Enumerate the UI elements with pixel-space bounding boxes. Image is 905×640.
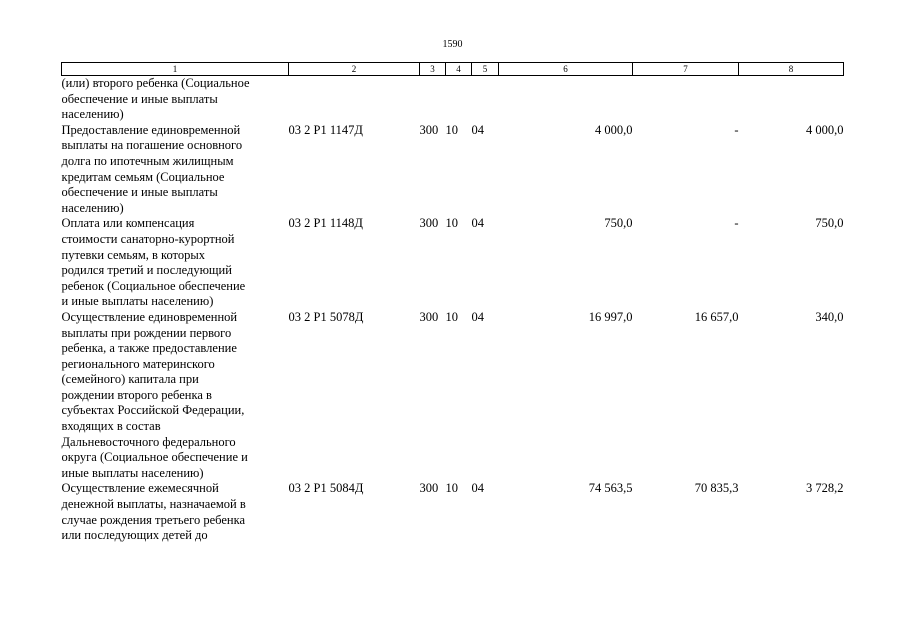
page-number: 1590 xyxy=(442,39,463,50)
name-line: ребенка, а также предоставление xyxy=(61,341,237,356)
table-row xyxy=(62,216,844,310)
header-col-3: 3 xyxy=(420,63,446,76)
col5-cell: 04 xyxy=(471,216,484,231)
code-cell: 03 2 Р1 1147Д xyxy=(288,122,363,137)
col6-cell: 750,0 xyxy=(604,216,633,231)
name-line: населению) xyxy=(61,107,124,122)
name-line: (семейного) капитала при xyxy=(61,372,199,387)
code-cell: 03 2 Р1 5084Д xyxy=(288,481,364,496)
col3-cell: 300 xyxy=(419,309,439,324)
col3-cell: 300 xyxy=(419,122,439,137)
col8-cell xyxy=(739,76,844,123)
table-row xyxy=(62,481,844,543)
col3-cell: 300 xyxy=(419,481,439,496)
table-row xyxy=(62,123,844,217)
header-col-2: 2 xyxy=(289,63,420,76)
header-col-7: 7 xyxy=(633,63,739,76)
col7-cell: - xyxy=(734,122,739,137)
col8-cell: 750,0 xyxy=(815,216,844,231)
name-line: выплаты на погашение основного xyxy=(61,138,243,153)
name-line: Осуществление единовременной xyxy=(61,309,238,324)
name-line: иные выплаты населению) xyxy=(61,465,204,480)
name-line: Осуществление ежемесячной xyxy=(61,481,219,496)
col4-cell xyxy=(446,76,472,123)
name-line: родился третий и последующий xyxy=(61,263,232,278)
name-line: регионального материнского xyxy=(61,356,215,371)
row-name-cell xyxy=(62,216,289,310)
budget-table xyxy=(61,62,844,544)
col6-cell: 4 000,0 xyxy=(595,122,633,137)
col7-cell: 70 835,3 xyxy=(694,481,739,496)
row-name-cell xyxy=(62,76,289,123)
col6-cell: 74 563,5 xyxy=(588,481,633,496)
name-line: кредитам семьям (Социальное xyxy=(61,169,225,184)
name-line: ребенок (Социальное обеспечение xyxy=(61,278,246,293)
row-name-cell xyxy=(62,481,289,543)
col8-cell: 4 000,0 xyxy=(806,122,844,137)
col4-cell: 10 xyxy=(445,122,458,137)
name-line: Дальневосточного федерального xyxy=(61,434,236,449)
col5-cell: 04 xyxy=(471,309,484,324)
col8-cell: 340,0 xyxy=(815,309,844,324)
name-line: рождении второго ребенка в xyxy=(61,387,212,402)
header-col-8: 8 xyxy=(739,63,844,76)
name-line: Оплата или компенсация xyxy=(61,216,195,231)
row-name-cell xyxy=(62,310,289,482)
table-row xyxy=(62,76,844,123)
col4-cell: 10 xyxy=(445,309,458,324)
header-row xyxy=(62,63,844,76)
header-col-1: 1 xyxy=(62,63,289,76)
header-col-6: 6 xyxy=(499,63,633,76)
row-name-cell xyxy=(62,123,289,217)
name-line: и иные выплаты населению) xyxy=(61,294,214,309)
table-body xyxy=(62,76,844,544)
col3-cell xyxy=(420,76,446,123)
col4-cell: 10 xyxy=(445,481,458,496)
header-col-4: 4 xyxy=(446,63,472,76)
col3-cell: 300 xyxy=(419,216,439,231)
name-line: обеспечение и иные выплаты xyxy=(61,185,218,200)
name-line: округа (Социальное обеспечение и xyxy=(61,450,248,465)
col7-cell xyxy=(633,76,739,123)
code-cell xyxy=(289,76,420,123)
name-line: случае рождения третьего ребенка xyxy=(61,512,246,527)
col5-cell xyxy=(472,76,499,123)
col6-cell xyxy=(499,76,633,123)
code-cell: 03 2 Р1 1148Д xyxy=(288,216,363,231)
col8-cell: 3 728,2 xyxy=(806,481,844,496)
col7-cell: 16 657,0 xyxy=(694,309,739,324)
header-col-5: 5 xyxy=(472,63,499,76)
name-line: путевки семьям, в которых xyxy=(61,247,206,262)
name-line: обеспечение и иные выплаты xyxy=(61,91,218,106)
col7-cell: - xyxy=(734,216,739,231)
name-line: субъектах Российской Федерации, xyxy=(61,403,245,418)
name-line: или последующих детей до xyxy=(61,528,208,543)
table-row xyxy=(62,310,844,482)
name-line: населению) xyxy=(61,200,124,215)
col5-cell: 04 xyxy=(471,481,484,496)
name-line: долга по ипотечным жилищным xyxy=(61,153,234,168)
name-line: (или) второго ребенка (Социальное xyxy=(61,76,250,90)
col5-cell: 04 xyxy=(471,122,484,137)
name-line: денежной выплаты, назначаемой в xyxy=(61,497,246,512)
name-line: выплаты при рождении первого xyxy=(61,325,232,340)
col6-cell: 16 997,0 xyxy=(588,309,633,324)
name-line: Предоставление единовременной xyxy=(61,122,241,137)
col4-cell: 10 xyxy=(445,216,458,231)
code-cell: 03 2 Р1 5078Д xyxy=(288,309,364,324)
table-header xyxy=(62,63,844,76)
name-line: стоимости санаторно-курортной xyxy=(61,231,235,246)
name-line: входящих в состав xyxy=(61,419,161,434)
